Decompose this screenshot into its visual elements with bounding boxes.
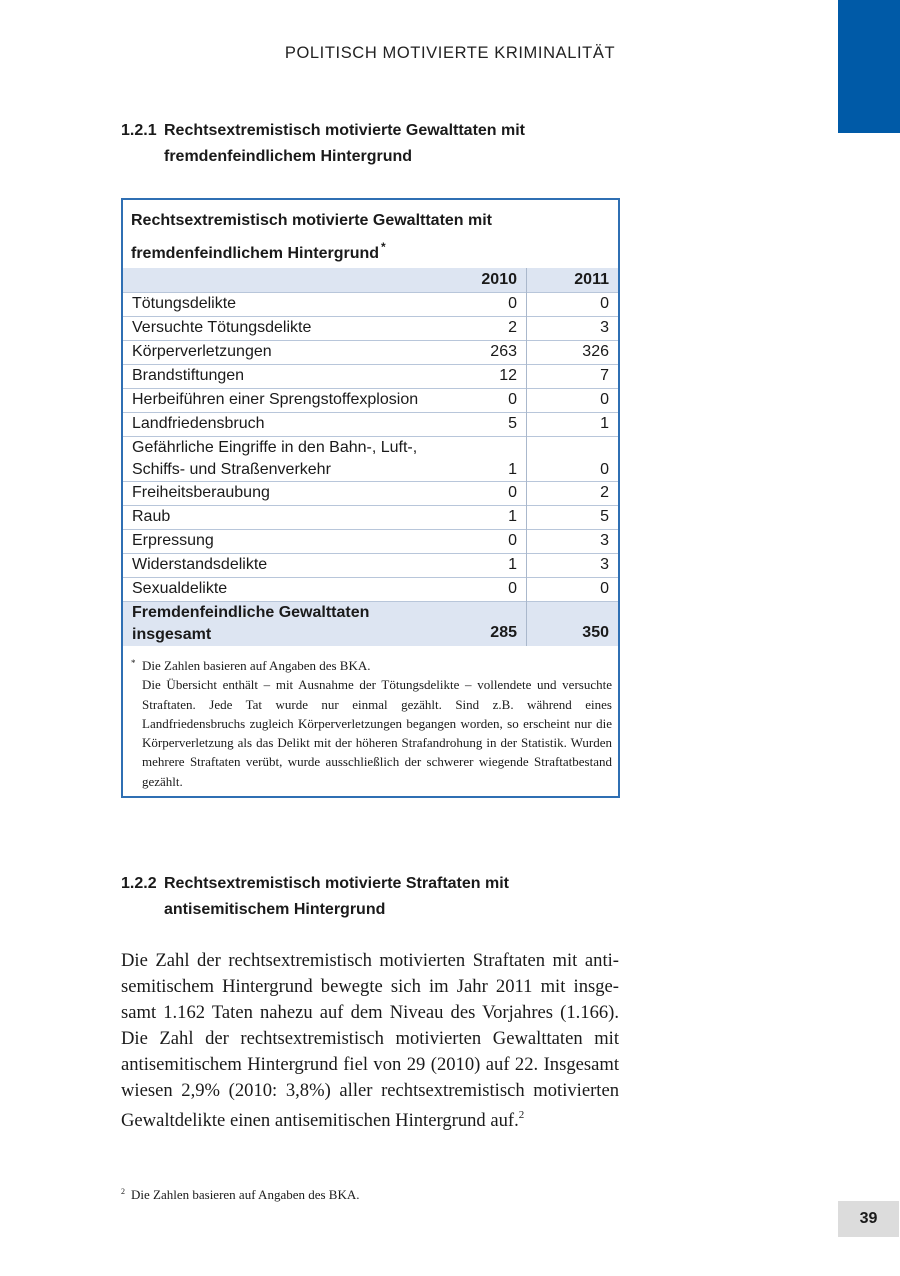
value-2010: 0 [508,484,517,501]
value-2010: 12 [499,367,517,384]
value-2010: 0 [508,580,517,597]
table-header-row [123,268,618,292]
label-column-header [123,268,446,292]
statistics-table-box [121,198,620,798]
value-2011: 3 [527,553,619,577]
section-number: 1.2.1 [121,122,157,139]
body-paragraph: Die Zahl der rechtsextremistisch motivierten Straftaten mit antisemitischem Hintergrund bewegte sich im Jahr 2011 mit insgesamt 1.162 Taten nahezu auf dem Niveau des Vorjahres (1.166). Die Zahl der rechtsextremistisch motivierten Gewalttaten mit antisemitischem Hintergrund fiel von 29 (2010) auf 22. Insgesamt wiesen 2,9% (2010: 3,8%) aller rechtsextremistisch motivierten Gewaltdelikte einen antisemitischen Hintergrund auf. [121,950,619,1132]
row-label: Versuchte Tötungsdelikte [132,319,312,336]
table-row [123,529,618,553]
value-2011: 0 [527,388,619,412]
row-label: Sexualdelikte [132,580,228,597]
statistics-table [123,268,618,646]
section-title-line2: antisemitischem Hintergrund [164,901,386,918]
table-row [123,388,618,412]
row-label: Tötungsdelikte [132,295,237,312]
value-2011: 3 [527,529,619,553]
value-2010: 0 [508,391,517,408]
table-row [123,577,618,601]
value-2011: 2 [527,481,619,505]
total-label [123,601,446,646]
row-label: Raub [132,508,171,525]
section-title-line1: Rechtsextremistisch motivierte Straftaten mit [164,875,509,892]
row-label: Widerstandsdelikte [132,556,268,573]
table-row [123,481,618,505]
section-heading-1-2-1 [121,118,641,170]
page-footnote [121,1187,360,1203]
table-total-row [123,601,618,646]
table-title-line1: Rechtsextremistisch motivierte Gewalttaten mit [131,212,493,229]
table-row [123,292,618,316]
value-2011: 7 [527,364,619,388]
value-2011: 3 [527,316,619,340]
table-title-line2: fremdenfeindlichem Hintergrund [131,245,380,262]
page-number: 39 [838,1201,899,1237]
total-2010: 285 [490,624,517,641]
row-label-line2: Schiffs- und Straßenverkehr [132,460,331,478]
section-heading-1-2-2 [121,871,641,923]
table-footnote-line1: Die Zahlen basieren auf Angaben des BKA. [142,658,371,673]
page-footnote-text: Die Zahlen basieren auf Angaben des BKA. [131,1187,360,1202]
column-header-2010: 2010 [481,270,517,288]
value-2011: 326 [527,340,619,364]
value-2010: 263 [490,343,517,360]
table-row [123,436,618,481]
row-label: Herbeiführen einer Sprengstoffexplosion [132,391,419,408]
row-label: Körperverletzungen [132,343,272,360]
table-title-footnote-mark: * [381,240,386,254]
value-2010: 2 [508,319,517,336]
table-row [123,364,618,388]
table-row [123,340,618,364]
section-number: 1.2.2 [121,875,157,892]
value-2011: 0 [527,577,619,601]
table-row [123,505,618,529]
row-label: Erpressung [132,532,214,549]
total-label-line1: Fremdenfeindliche Gewalttaten [132,603,370,621]
row-label: Landfriedensbruch [132,415,265,432]
footnote-reference: 2 [518,1109,525,1122]
section-title-line1: Rechtsextremistisch motivierte Gewalttaten mit [164,122,526,139]
value-2011: 1 [527,412,619,436]
value-2010: 1 [508,460,517,478]
table-title [123,200,618,268]
value-2010: 1 [508,508,517,525]
table-footnote [123,646,618,791]
page-footnote-mark: 2 [121,1187,125,1196]
body-paragraph-block [121,948,619,1134]
value-2010: 1 [508,556,517,573]
total-2011: 350 [527,601,619,646]
row-label: Freiheitsberaubung [132,484,270,501]
table-row [123,553,618,577]
chapter-color-tab [838,0,900,133]
table-row [123,316,618,340]
value-2010: 0 [508,295,517,312]
value-2011: 0 [527,436,619,481]
row-label: Brandstiftungen [132,367,245,384]
value-2011: 0 [527,292,619,316]
table-footnote-mark: * [131,658,136,668]
running-header: POLITISCH MOTIVIERTE KRIMINALITÄT [284,44,616,62]
row-label-line1: Gefährliche Eingriffe in den Bahn-, Luft-, [132,438,418,456]
value-2010: 0 [508,532,517,549]
value-2010: 5 [508,415,517,432]
value-2011: 5 [527,505,619,529]
table-row [123,412,618,436]
table-footnote-text: Die Übersicht enthält – mit Ausnahme der Tötungsdelikte – vollendete und versuchte Straftaten. Jede Tat wurde nur einmal gezählt. Sind z.B. während eines Landfriedensbruchs zugleich Körperverletzungen begangen worden, so erscheint nur die Körperverletzung als das Delikt mit der höheren Strafandrohung in der Statistik. Wurden mehrere Straftaten verübt, wurde ausschließlich der schwerer wiegende Straftatbestand gezählt. [142,677,612,789]
section-title-line2: fremdenfeindlichem Hintergrund [164,148,413,165]
row-label [123,436,446,481]
total-label-line2: insgesamt [132,625,212,643]
column-header-2011: 2011 [527,268,619,292]
